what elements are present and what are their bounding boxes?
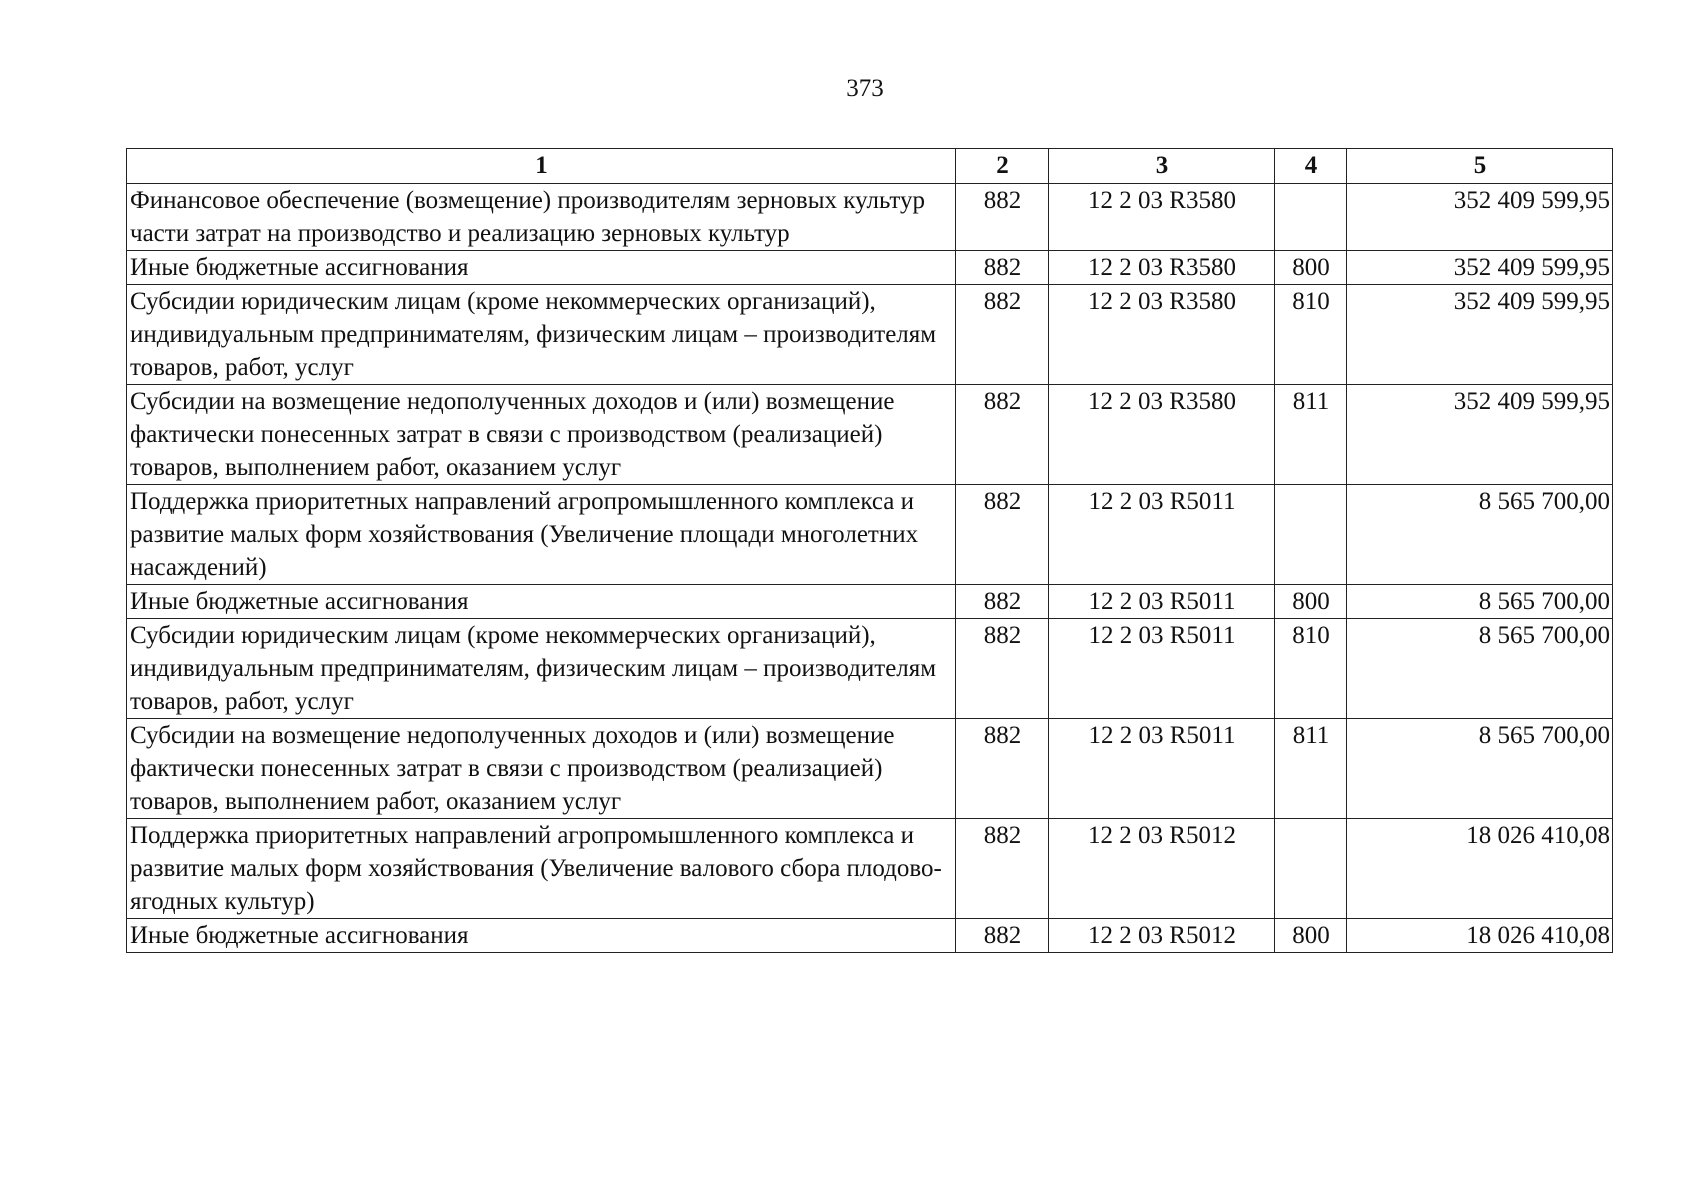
row-gov-code: 882 — [956, 251, 1049, 285]
page-number: 373 — [846, 75, 884, 102]
row-sum: 18 026 410,08 — [1347, 819, 1613, 919]
budget-table — [126, 148, 1613, 953]
row-sum: 8 565 700,00 — [1347, 585, 1613, 619]
row-gov-code: 882 — [956, 719, 1049, 819]
table-row — [127, 251, 1613, 285]
table-row — [127, 619, 1613, 719]
row-sum: 8 565 700,00 — [1347, 485, 1613, 585]
row-vr-code: 800 — [1275, 251, 1347, 285]
row-sum: 352 409 599,95 — [1347, 385, 1613, 485]
table-row — [127, 819, 1613, 919]
table-row — [127, 919, 1613, 953]
row-vr-code — [1275, 819, 1347, 919]
table-row — [127, 719, 1613, 819]
row-csr-code: 12 2 03 R3580 — [1049, 385, 1275, 485]
row-gov-code: 882 — [956, 919, 1049, 953]
column-header-3: 3 — [1049, 149, 1275, 184]
table-row — [127, 485, 1613, 585]
row-name: Субсидии на возмещение недополученных доходов и (или) возмещение фактически понесенных затрат в связи с производством (реализацией) товаров, выполнением работ, оказанием услуг — [127, 385, 956, 485]
table-row — [127, 585, 1613, 619]
row-vr-code: 810 — [1275, 285, 1347, 385]
row-csr-code: 12 2 03 R5011 — [1049, 619, 1275, 719]
row-name: Субсидии на возмещение недополученных доходов и (или) возмещение фактически понесенных затрат в связи с производством (реализацией) товаров, выполнением работ, оказанием услуг — [127, 719, 956, 819]
row-name: Субсидии юридическим лицам (кроме некоммерческих организаций), индивидуальным предпринимателям, физическим лицам – производителям товаров, работ, услуг — [127, 285, 956, 385]
row-csr-code: 12 2 03 R5012 — [1049, 919, 1275, 953]
column-header-5: 5 — [1347, 149, 1613, 184]
row-vr-code — [1275, 184, 1347, 251]
row-sum: 352 409 599,95 — [1347, 285, 1613, 385]
row-name: Финансовое обеспечение (возмещение) производителям зерновых культур части затрат на производство и реализацию зерновых культур — [127, 184, 956, 251]
row-name: Субсидии юридическим лицам (кроме некоммерческих организаций), индивидуальным предпринимателям, физическим лицам – производителям товаров, работ, услуг — [127, 619, 956, 719]
row-vr-code: 800 — [1275, 585, 1347, 619]
row-vr-code: 811 — [1275, 385, 1347, 485]
row-gov-code: 882 — [956, 184, 1049, 251]
row-sum: 352 409 599,95 — [1347, 184, 1613, 251]
header-row — [127, 149, 1613, 184]
row-name: Иные бюджетные ассигнования — [127, 251, 956, 285]
row-sum: 352 409 599,95 — [1347, 251, 1613, 285]
table-row — [127, 285, 1613, 385]
row-gov-code: 882 — [956, 585, 1049, 619]
row-gov-code: 882 — [956, 819, 1049, 919]
row-vr-code: 800 — [1275, 919, 1347, 953]
row-name: Поддержка приоритетных направлений агропромышленного комплекса и развитие малых форм хозяйствования (Увеличение площади многолетних насаждений) — [127, 485, 956, 585]
row-sum: 8 565 700,00 — [1347, 719, 1613, 819]
table-row — [127, 184, 1613, 251]
row-csr-code: 12 2 03 R3580 — [1049, 285, 1275, 385]
row-csr-code: 12 2 03 R5011 — [1049, 485, 1275, 585]
row-sum: 18 026 410,08 — [1347, 919, 1613, 953]
row-name: Иные бюджетные ассигнования — [127, 919, 956, 953]
table-row — [127, 385, 1613, 485]
row-csr-code: 12 2 03 R3580 — [1049, 251, 1275, 285]
column-header-1: 1 — [127, 149, 956, 184]
row-name: Иные бюджетные ассигнования — [127, 585, 956, 619]
row-name: Поддержка приоритетных направлений агропромышленного комплекса и развитие малых форм хозяйствования (Увеличение валового сбора плодово-ягодных культур) — [127, 819, 956, 919]
row-sum: 8 565 700,00 — [1347, 619, 1613, 719]
row-gov-code: 882 — [956, 619, 1049, 719]
row-csr-code: 12 2 03 R5012 — [1049, 819, 1275, 919]
row-csr-code: 12 2 03 R3580 — [1049, 184, 1275, 251]
row-gov-code: 882 — [956, 285, 1049, 385]
row-vr-code: 811 — [1275, 719, 1347, 819]
row-vr-code: 810 — [1275, 619, 1347, 719]
row-vr-code — [1275, 485, 1347, 585]
row-gov-code: 882 — [956, 385, 1049, 485]
column-header-4: 4 — [1275, 149, 1347, 184]
row-gov-code: 882 — [956, 485, 1049, 585]
column-header-2: 2 — [956, 149, 1049, 184]
row-csr-code: 12 2 03 R5011 — [1049, 585, 1275, 619]
row-csr-code: 12 2 03 R5011 — [1049, 719, 1275, 819]
